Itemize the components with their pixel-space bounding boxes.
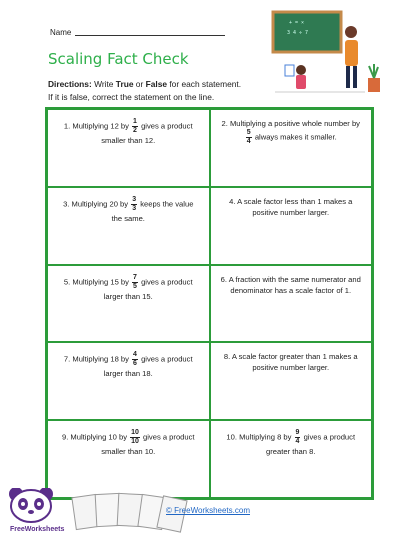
fraction-numerator: 10	[131, 429, 139, 437]
statement-text: 9. Multiplying 10 by	[61, 432, 130, 442]
statement-cell[interactable]	[210, 342, 373, 420]
statement-cell[interactable]	[210, 265, 373, 343]
statement-text-end: gives a product greater than 8.	[266, 432, 356, 457]
statement-text: 7. Multiplying 18 by	[63, 354, 132, 364]
statement-cell[interactable]	[47, 265, 210, 343]
statement-cell[interactable]	[47, 109, 210, 187]
statement-text: 5. Multiplying 15 by	[63, 277, 132, 287]
fraction	[132, 274, 138, 291]
directions-line-2: If it is false, correct the statement on the line.	[48, 92, 215, 102]
name-line[interactable]	[75, 35, 225, 36]
fraction-numerator: 5	[246, 129, 251, 136]
fraction	[131, 196, 137, 213]
page-title: Scaling Fact Check	[48, 50, 189, 68]
fraction	[295, 429, 301, 446]
fraction-denominator: 5	[133, 282, 137, 290]
fraction-numerator: 4	[133, 351, 137, 359]
fraction-denominator: 10	[131, 438, 139, 446]
statement-text: 8. A scale factor greater than 1 makes a positive number larger.	[223, 352, 358, 373]
fraction	[132, 351, 138, 368]
statement-grid	[45, 107, 374, 500]
fraction	[130, 429, 140, 446]
name-row	[50, 28, 225, 37]
name-label: Name	[50, 28, 72, 37]
statement-text: 10. Multiplying 8 by	[226, 432, 294, 442]
statement-text: 3. Multiplying 20 by	[63, 199, 131, 209]
fraction-numerator: 7	[133, 273, 137, 281]
directions-label: Directions:	[48, 79, 92, 89]
true-word: True	[115, 79, 134, 89]
statement-text: 6. A fraction with the same numerator and denominator has a scale factor of 1.	[220, 274, 361, 295]
statement-cell[interactable]	[210, 109, 373, 187]
svg-text:+ = ×: + = ×	[289, 20, 305, 26]
fraction-denominator: 2	[133, 127, 137, 134]
fraction-denominator: 6	[133, 360, 137, 368]
directions-text-2: for each statement.	[167, 79, 242, 89]
fraction-denominator: 3	[132, 204, 137, 212]
statement-cell[interactable]	[47, 187, 210, 265]
statement-cell[interactable]	[210, 420, 373, 498]
false-word: False	[145, 79, 168, 89]
statement-text-end: keeps the value the same.	[111, 199, 194, 223]
statement-text: 2. Multiplying a positive whole number by	[221, 119, 360, 128]
statement-cell[interactable]	[47, 420, 210, 498]
statement-text: 1. Multiplying 12 by	[63, 121, 132, 131]
statement-text-end: gives a product smaller than 12.	[101, 121, 193, 145]
footer-link[interactable]: © FreeWorksheets.com	[166, 506, 250, 515]
statement-text-end: always makes it smaller.	[252, 132, 337, 142]
fraction-numerator: 1	[133, 118, 137, 125]
fraction	[132, 118, 138, 135]
statement-text: 4. A scale factor less than 1 makes a positive number larger.	[229, 196, 353, 217]
statement-cell[interactable]	[47, 342, 210, 420]
statement-text-end: gives a product larger than 15.	[103, 277, 193, 301]
statement-text-end: gives a product smaller than 10.	[101, 432, 195, 457]
fraction-denominator: 4	[246, 138, 251, 145]
teacher-illustration	[265, 10, 385, 98]
or-word: or	[133, 79, 146, 89]
directions-text: Write	[91, 79, 116, 89]
fraction-numerator: 9	[295, 429, 300, 437]
svg-text:3 4 ÷ 7: 3 4 ÷ 7	[287, 30, 309, 36]
fraction-denominator: 4	[295, 438, 300, 446]
fraction-numerator: 3	[132, 195, 137, 203]
statement-cell[interactable]	[210, 187, 373, 265]
logo-wordmark: FreeWorksheets	[10, 526, 65, 533]
fraction	[246, 129, 252, 146]
directions	[48, 78, 298, 104]
statement-text-end: gives a product larger than 18.	[103, 354, 193, 379]
